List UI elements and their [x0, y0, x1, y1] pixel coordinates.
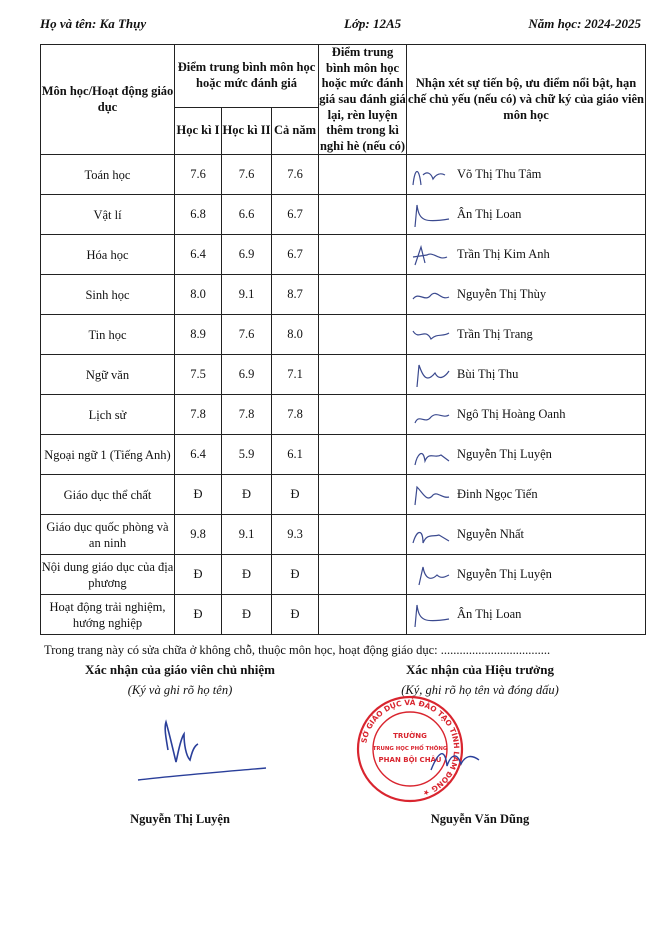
score-full-year: 6.7	[272, 235, 319, 275]
table-row	[41, 435, 646, 475]
teacher-name: Ân Thị Loan	[457, 207, 522, 222]
teacher-comment-cell	[407, 515, 646, 555]
teacher-signature	[409, 561, 453, 589]
teacher-comment-cell	[407, 235, 646, 275]
teacher-comment-cell	[407, 555, 646, 595]
table-row	[41, 395, 646, 435]
score-retest	[319, 395, 407, 435]
score-retest	[319, 195, 407, 235]
teacher-signature	[409, 601, 453, 629]
grades-body	[41, 155, 646, 635]
header-full-year: Cả năm	[272, 107, 319, 154]
score-semester-2: 9.1	[222, 515, 272, 555]
score-retest	[319, 235, 407, 275]
score-retest	[319, 515, 407, 555]
subject-name: Hoạt động trải nghiệm, hướng nghiệp	[41, 595, 175, 635]
subject-name: Hóa học	[41, 235, 175, 275]
teacher-comment-cell	[407, 435, 646, 475]
score-retest	[319, 555, 407, 595]
score-full-year: 6.7	[272, 195, 319, 235]
score-retest	[319, 355, 407, 395]
subject-name: Lịch sử	[41, 395, 175, 435]
score-semester-1: 7.6	[175, 155, 222, 195]
teacher-name: Trần Thị Trang	[457, 327, 533, 342]
table-row	[41, 355, 646, 395]
score-semester-2: 5.9	[222, 435, 272, 475]
score-full-year: 6.1	[272, 435, 319, 475]
score-semester-2: Đ	[222, 555, 272, 595]
teacher-name: Ngô Thị Hoàng Oanh	[457, 407, 566, 422]
score-retest	[319, 155, 407, 195]
svg-text:PHAN BỘI CHÂU: PHAN BỘI CHÂU	[378, 756, 442, 764]
score-full-year: 8.0	[272, 315, 319, 355]
subject-name: Ngữ văn	[41, 355, 175, 395]
score-full-year: Đ	[272, 555, 319, 595]
score-semester-1: 7.5	[175, 355, 222, 395]
table-row	[41, 155, 646, 195]
subject-name: Giáo dục quốc phòng và an ninh	[41, 515, 175, 555]
teacher-signature	[409, 361, 453, 389]
table-row	[41, 195, 646, 235]
teacher-signature	[409, 321, 453, 349]
grades-table	[40, 44, 646, 635]
header-semester-1: Học kì I	[175, 107, 222, 154]
score-semester-1: Đ	[175, 595, 222, 635]
teacher-signature	[409, 161, 453, 189]
score-semester-2: 6.9	[222, 355, 272, 395]
teacher-signature	[409, 201, 453, 229]
header-average: Điểm trung bình môn học hoặc mức đánh giá	[175, 45, 319, 108]
score-semester-1: 6.8	[175, 195, 222, 235]
teacher-comment-cell	[407, 315, 646, 355]
svg-text:TRƯỜNG: TRƯỜNG	[393, 732, 427, 740]
score-semester-2: 6.6	[222, 195, 272, 235]
score-semester-2: 6.9	[222, 235, 272, 275]
teacher-name: Nguyễn Thị Luyện	[457, 447, 552, 462]
score-semester-2: 7.6	[222, 315, 272, 355]
subject-name: Vật lí	[41, 195, 175, 235]
teacher-name: Ân Thị Loan	[457, 607, 522, 622]
score-semester-1: 8.9	[175, 315, 222, 355]
score-full-year: Đ	[272, 475, 319, 515]
table-row	[41, 595, 646, 635]
teacher-comment-cell	[407, 275, 646, 315]
table-row	[41, 275, 646, 315]
teacher-signature	[409, 281, 453, 309]
score-full-year: 7.6	[272, 155, 319, 195]
score-semester-2: 7.6	[222, 155, 272, 195]
table-row	[41, 555, 646, 595]
score-semester-2: Đ	[222, 475, 272, 515]
header-subject: Môn học/Hoạt động giáo dục	[41, 45, 175, 155]
header-retest: Điểm trung bình môn học hoặc mức đánh giá sau đánh giá lại, rèn luyện thêm trong kì nghỉ hè (nếu có)	[319, 45, 407, 155]
homeroom-confirm-title: Xác nhận của giáo viên chủ nhiệm	[85, 662, 275, 677]
homeroom-signature	[130, 710, 270, 790]
score-retest	[319, 435, 407, 475]
svg-text:TRUNG HỌC PHỔ THÔNG: TRUNG HỌC PHỔ THÔNG	[372, 746, 448, 752]
principal-confirm-title: Xác nhận của Hiệu trưởng	[406, 662, 554, 677]
score-full-year: 9.3	[272, 515, 319, 555]
teacher-comment-cell	[407, 475, 646, 515]
score-retest	[319, 315, 407, 355]
teacher-signature	[409, 241, 453, 269]
svg-text:SỞ GIÁO DỤC VÀ ĐÀO TẠO TỈNH LÂ: SỞ GIÁO DỤC VÀ ĐÀO TẠO TỈNH LÂM ĐỒNG ★	[359, 697, 462, 798]
principal-name: Nguyễn Văn Dũng	[430, 812, 530, 826]
teacher-name: Nguyễn Nhất	[457, 527, 525, 542]
school-year: Năm học: 2024-2025	[528, 16, 641, 31]
score-semester-2: Đ	[222, 595, 272, 635]
subject-name: Ngoại ngữ 1 (Tiếng Anh)	[41, 435, 175, 475]
score-semester-1: 8.0	[175, 275, 222, 315]
score-semester-1: 9.8	[175, 515, 222, 555]
table-row	[41, 315, 646, 355]
correction-note: Trong trang này có sửa chữa ở không chỗ, thuộc môn học, hoạt động giáo dục: ...................................	[44, 643, 551, 657]
score-semester-1: Đ	[175, 475, 222, 515]
principal-signature	[425, 740, 485, 780]
teacher-signature	[409, 481, 453, 509]
class-label: Lớp: 12A5	[344, 16, 402, 31]
teacher-name: Nguyễn Thị Thùy	[457, 287, 547, 302]
score-full-year: Đ	[272, 595, 319, 635]
subject-name: Sinh học	[41, 275, 175, 315]
teacher-signature	[409, 441, 453, 469]
score-semester-2: 9.1	[222, 275, 272, 315]
teacher-comment-cell	[407, 195, 646, 235]
teacher-name: Nguyễn Thị Luyện	[457, 567, 552, 582]
score-semester-1: 7.8	[175, 395, 222, 435]
principal-confirm-subtitle: (Ký, ghi rõ họ tên và đóng dấu)	[401, 683, 559, 697]
score-semester-1: Đ	[175, 555, 222, 595]
score-semester-1: 6.4	[175, 435, 222, 475]
score-full-year: 7.8	[272, 395, 319, 435]
subject-name: Nội dung giáo dục của địa phương	[41, 555, 175, 595]
score-retest	[319, 595, 407, 635]
teacher-comment-cell	[407, 355, 646, 395]
score-semester-1: 6.4	[175, 235, 222, 275]
student-name: Họ và tên: Ka Thụy	[40, 16, 147, 31]
teacher-name: Bùi Thị Thu	[457, 367, 519, 382]
table-row	[41, 475, 646, 515]
teacher-signature	[409, 521, 453, 549]
subject-name: Giáo dục thể chất	[41, 475, 175, 515]
teacher-comment-cell	[407, 155, 646, 195]
table-row	[41, 235, 646, 275]
score-retest	[319, 275, 407, 315]
score-full-year: 7.1	[272, 355, 319, 395]
header-comment: Nhận xét sự tiến bộ, ưu điểm nổi bật, hạn chế chủ yếu (nếu có) và chữ ký của giáo viên môn học	[407, 45, 646, 155]
score-retest	[319, 475, 407, 515]
score-full-year: 8.7	[272, 275, 319, 315]
teacher-signature	[409, 401, 453, 429]
header-semester-2: Học kì II	[222, 107, 272, 154]
teacher-name: Đinh Ngọc Tiến	[457, 487, 538, 502]
homeroom-teacher-name: Nguyễn Thị Luyện	[130, 812, 230, 826]
teacher-name: Võ Thị Thu Tâm	[457, 167, 542, 182]
homeroom-confirm-subtitle: (Ký và ghi rõ họ tên)	[127, 683, 233, 697]
table-row	[41, 515, 646, 555]
subject-name: Tin học	[41, 315, 175, 355]
score-semester-2: 7.8	[222, 395, 272, 435]
teacher-comment-cell	[407, 395, 646, 435]
teacher-comment-cell	[407, 595, 646, 635]
subject-name: Toán học	[41, 155, 175, 195]
teacher-name: Trần Thị Kim Anh	[457, 247, 550, 262]
